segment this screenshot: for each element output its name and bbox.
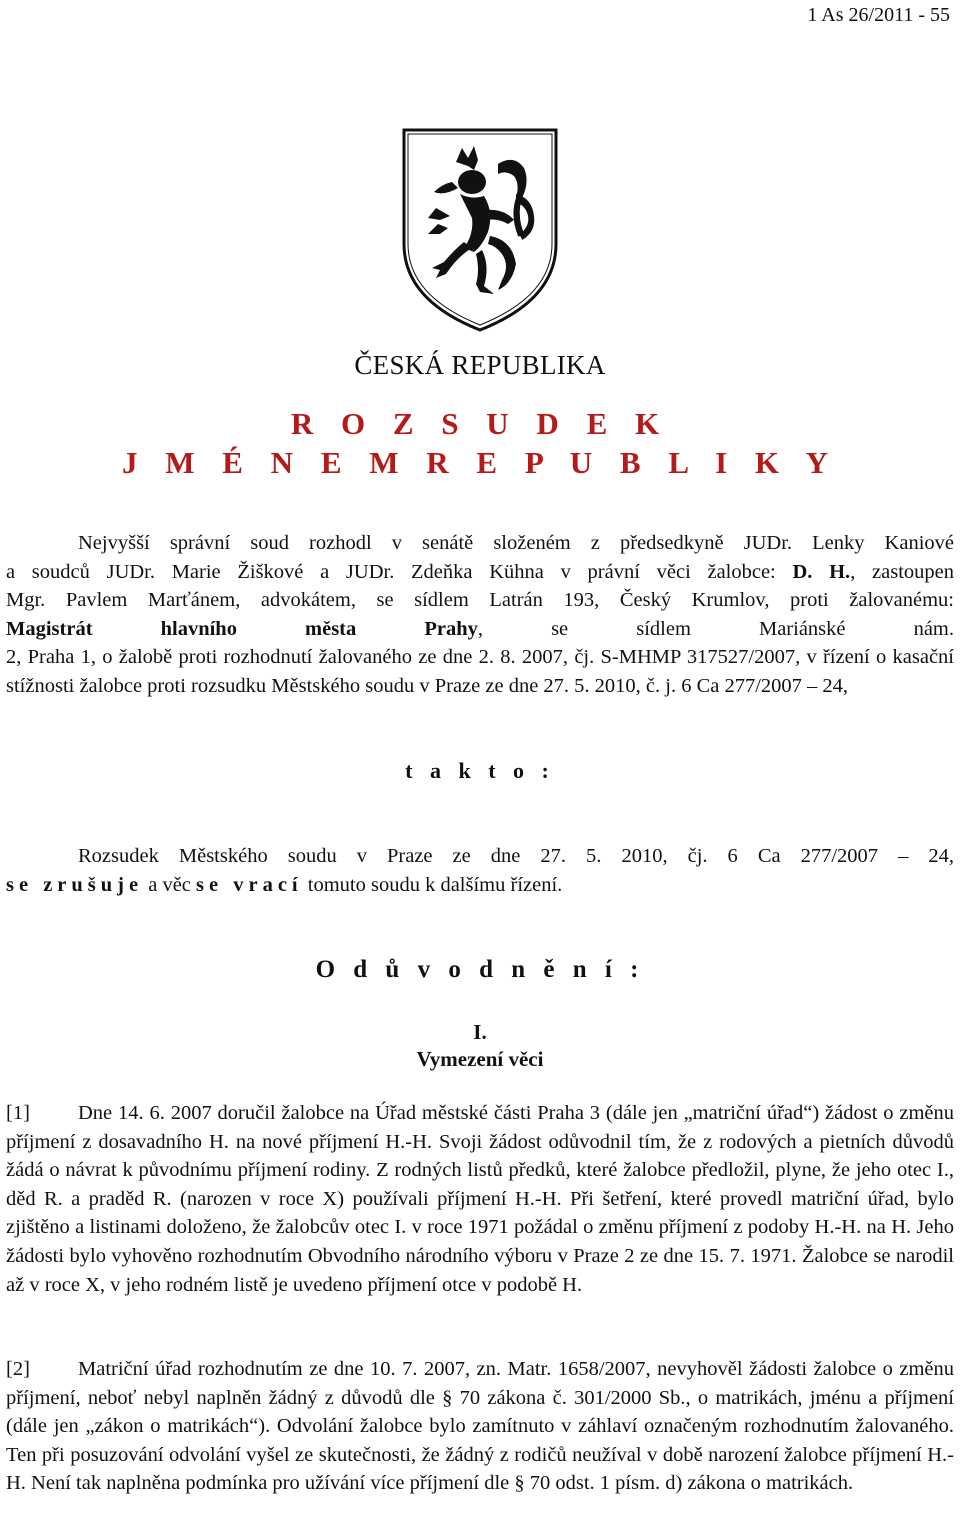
- section-title: Vymezení věci: [416, 1047, 544, 1071]
- defendant-name: Magistrát hlavního města Prahy: [6, 617, 478, 640]
- intro-paragraph: [6, 529, 954, 701]
- intro-text: 2, Praha 1, o žalobě proti rozhodnutí žalovaného ze dne 2. 8. 2007, čj. S-MHMP 317527/2007, v řízení o kasační stížnosti žalobce proti rozsudku Městského soudu v Praze ze dne 27. 5. 2010, č. j. 6 Ca 277/2007 – 24,: [6, 646, 954, 697]
- paragraph-number: [1]: [6, 1102, 30, 1124]
- intro-line: a soudců JUDr. Marie Žiškové a JUDr. Zdeňka Kühna v právní věci žalobce: D. H., zastoupen: [6, 560, 954, 583]
- paragraph-text: Matriční úřad rozhodnutím ze dne 10. 7. 2007, zn. Matr. 1658/2007, nevyhověl žádosti žalobce o změnu příjmení, neboť nebyl naplněn žádný z důvodů dle § 70 zákona č. 301/2000 Sb., o matrikách, jménu a příjmení (dále jen „zákon o matrikách“). Odvolání žalobce bylo zamítnuto v záhlaví označeným rozhodnutím žalovaného. Ten při posuzování odvolání vyšel ze skutečnosti, že žádný z rodičů neužíval v době narození žalobce příjmení H.-H. Není tak naplněna podmínka pro užívání více příjmení dle § 70 odst. 1 písm. d) zákona o matrikách.: [6, 1358, 954, 1495]
- zrusuje-text: se zrušuje: [6, 873, 144, 896]
- paragraph-text: Dne 14. 6. 2007 doručil žalobce na Úřad městské části Praha 3 (dále jen „matriční úřad“) žádost o změnu příjmení z dosavadního H. na nové příjmení H.-H. Svoji žádost odůvodnil tím, že z rodových a pietních důvodů žádá o návrat k původnímu příjmení rodiny. Z rodných listů předků, které žalobce předložil, plyne, že jeho otec I., děd R. a praděd R. (narozen v roce X) používali příjmení H.-H. Při šetření, které provedl matriční úřad, bylo zjištěno a listinami doloženo, že žalobcův otec I. v roce 1971 požádal o změnu příjmení z podoby H.-H. na H. Jeho žádosti bylo vyhověno rozhodnutím Obvodního národního výboru v Praze 2 ze dne 15. 7. 1971. Žalobce se narodil až v roce X, v jeho rodném listě je uvedeno příjmení otce v podobě H.: [6, 1102, 954, 1296]
- state-emblem-icon: [398, 124, 562, 336]
- vraci-text: se vrací: [196, 873, 303, 896]
- paragraph-1: [6, 1099, 954, 1299]
- reasoning-heading: O d ů v o d n ě n í :: [315, 956, 645, 983]
- section-number: I.: [473, 1020, 487, 1044]
- verdict-line: se zrušuje a věc se vrací tomuto soudu k dalšímu řízení.: [6, 873, 563, 896]
- intro-line: Magistrát hlavního města Prahy, se sídlem Mariánské nám.: [6, 617, 955, 640]
- paragraph-2: [6, 1355, 954, 1498]
- judgment-title: R O Z S U D E K: [290, 406, 670, 441]
- intro-line: Mgr. Pavlem Marťánem, advokátem, se sídlem Latrán 193, Český Krumlov, proti žalovanému:: [6, 589, 954, 612]
- plaintiff-name: D. H.: [792, 560, 851, 583]
- intro-line: Nejvyšší správní soud rozhodl v senátě složeném z předsedkyně JUDr. Lenky Kaniové: [78, 532, 954, 554]
- paragraph-number: [2]: [6, 1358, 30, 1380]
- country-heading: ČESKÁ REPUBLIKA: [354, 350, 606, 380]
- takto-heading: t a k t o :: [405, 758, 555, 783]
- verdict-line: Rozsudek Městského soudu v Praze ze dne 27. 5. 2010, čj. 6 Ca 277/2007 – 24,: [78, 845, 954, 867]
- verdict-paragraph: [6, 842, 954, 899]
- judgment-subtitle: J M É N E M R E P U B L I K Y: [122, 445, 838, 480]
- case-number: 1 As 26/2011 - 55: [807, 4, 950, 26]
